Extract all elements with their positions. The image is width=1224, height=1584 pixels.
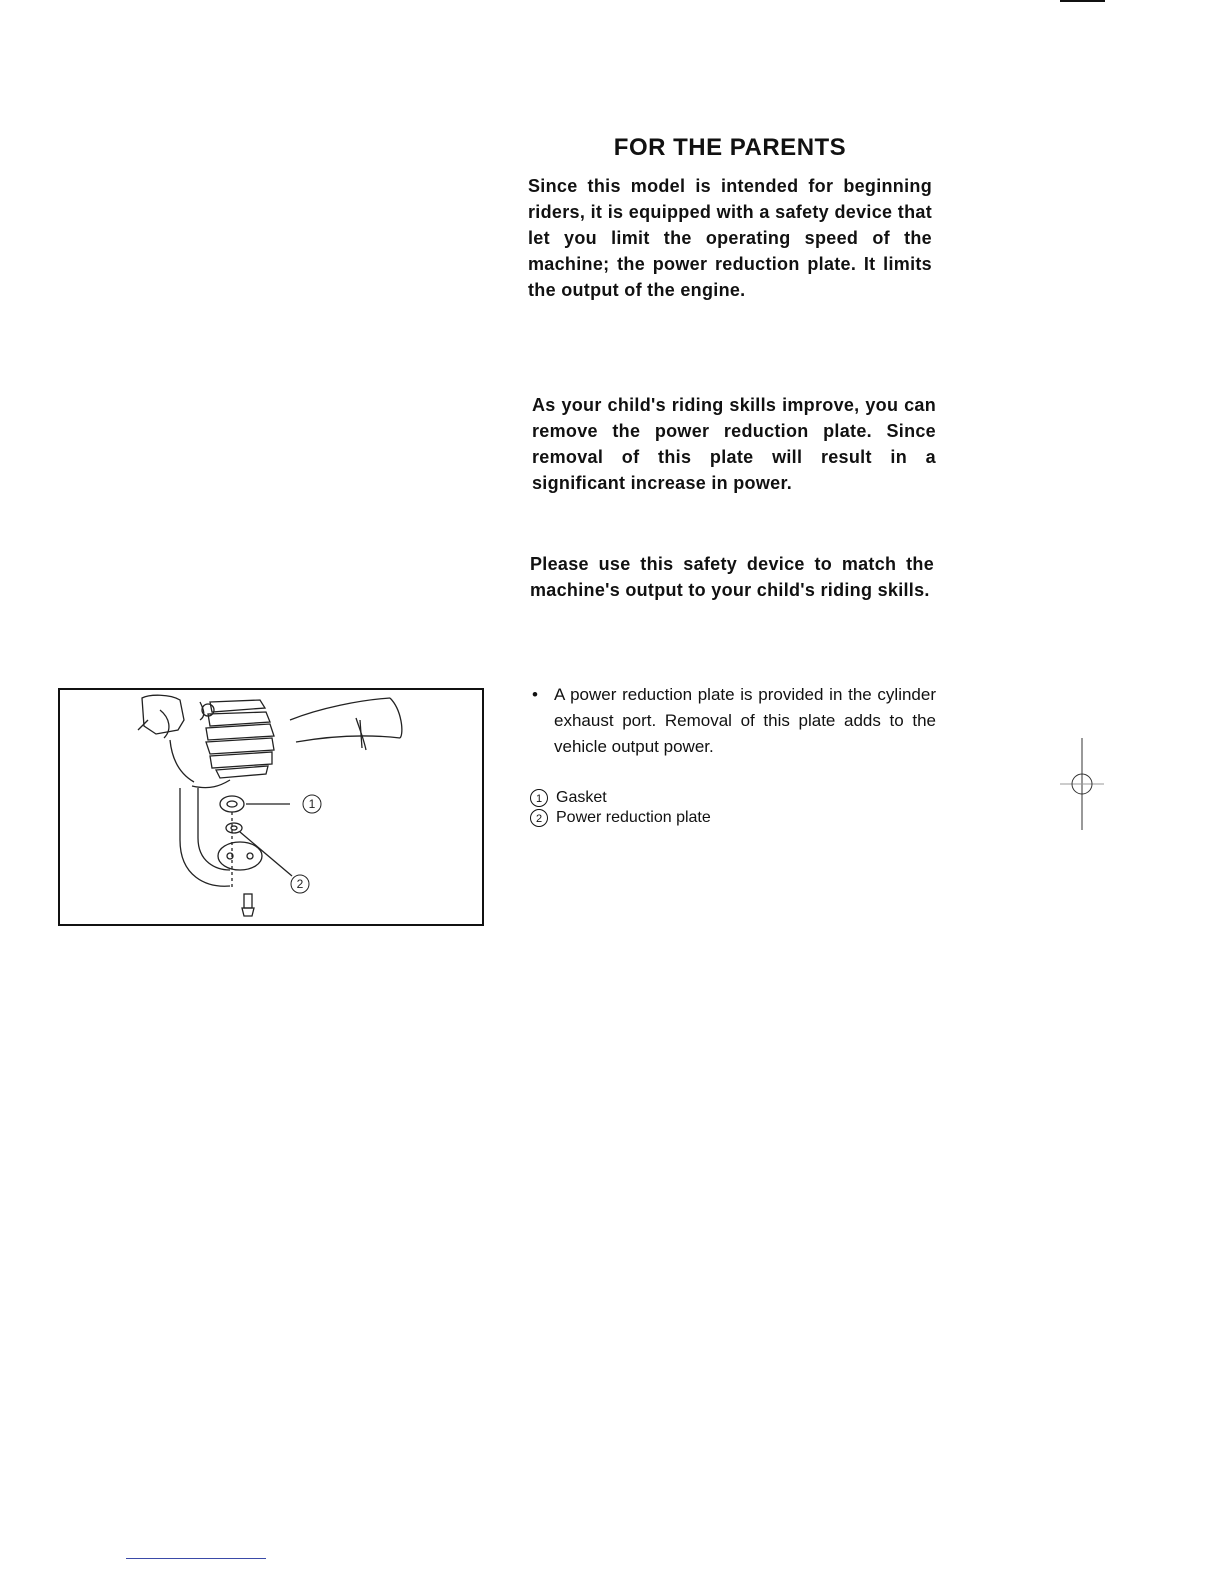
legend-item (530, 788, 711, 808)
exhaust-figure (58, 688, 484, 926)
bullet-text: A power reduction plate is provided in the cylinder exhaust port. Removal of this plate adds to the vehicle output power. (554, 685, 936, 756)
paragraph-safety: Please use this safety device to match the machine's output to your child's riding skills. (530, 554, 934, 600)
legend-number: 2 (530, 809, 548, 827)
page-heading: FOR THE PARENTS (613, 134, 847, 161)
top-rule (1060, 0, 1105, 2)
callout-1-text: 1 (308, 797, 316, 811)
callout-2-text: 2 (296, 877, 304, 891)
exhaust-illustration (60, 690, 482, 924)
paragraph-intro: Since this model is intended for beginning riders, it is equipped with a safety device that let you limit the operating speed of the machine; the power reduction plate. It limits the output of the engine. (528, 176, 932, 300)
legend-label: Power reduction plate (556, 809, 711, 826)
bullet-icon: • (532, 685, 538, 704)
bottom-rule (126, 1558, 266, 1559)
legend-label: Gasket (556, 789, 607, 806)
info-bullet (532, 682, 936, 760)
registration-mark-icon (1060, 738, 1104, 830)
legend-number: 1 (530, 789, 548, 807)
paragraph-skills: As your child's riding skills improve, you can remove the power reduction plate. Since removal of this plate will result in a significant increase in power. (532, 395, 936, 493)
figure-legend (530, 788, 711, 828)
legend-item (530, 808, 711, 828)
